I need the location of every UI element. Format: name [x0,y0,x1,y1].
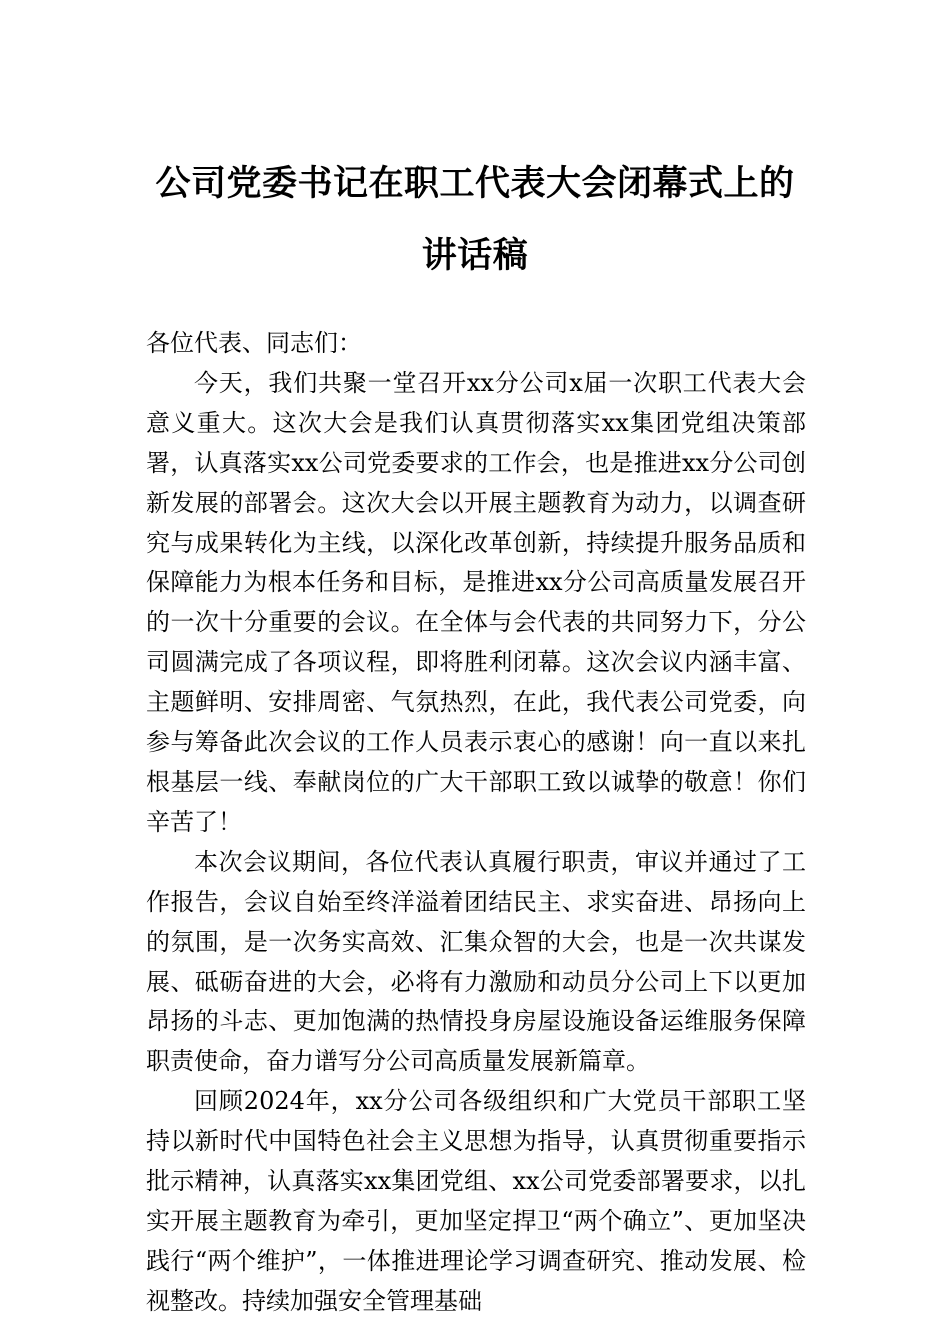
document-title-line-2: 讲话稿 [421,235,529,276]
paragraph-review-2024: 回顾2024年，xx分公司各级组织和广大党员干部职工坚持以新时代中国特色社会主义思想为指导，认真贯彻重要指示批示精神，认真落实xx集团党组、xx公司党委部署要求，以扎实开展主题教育为牵引，更加坚定捍卫“两个确立”、更加坚决践行“两个维护”，一体推进理论学习调查研究、推动发展、检视整改。持续加强安全管理基础 [146,1087,806,1315]
paragraph-opening: 今天，我们共聚一堂召开xx分公司x届一次职工代表大会意义重大。这次大会是我们认真贯彻落实xx集团党组决策部署，认真落实xx公司党委要求的工作会，也是推进xx分公司创新发展的部署会。这次大会以开展主题教育为动力，以调查研究与成果转化为主线，以深化改革创新，持续提升服务品质和保障能力为根本任务和目标，是推进xx分公司高质量发展召开的一次十分重要的会议。在全体与会代表的共同努力下，分公司圆满完成了各项议程，即将胜利闭幕。这次会议内涵丰富、主题鲜明、安排周密、气氛热烈，在此，我代表公司党委，向参与筹备此次会议的工作人员表示衷心的感谢！向一直以来扎根基层一线、奉献岗位的广大干部职工致以诚挚的敬意！你们辛苦了！ [146,368,806,836]
document-body [146,324,806,1322]
document-title-line-1: 公司党委书记在职工代表大会闭幕式上的 [155,163,795,204]
salutation: 各位代表、同志们： [146,329,362,357]
paragraph-meeting-summary: 本次会议期间，各位代表认真履行职责，审议并通过了工作报告，会议自始至终洋溢着团结民主、求实奋进、昂扬向上的氛围，是一次务实高效、汇集众智的大会，也是一次共谋发展、砥砺奋进的大会，必将有力激励和动员分公司上下以更加昂扬的斗志、更加饱满的热情投身房屋设施设备运维服务保障职责使命，奋力谱写分公司高质量发展新篇章。 [146,847,806,1076]
